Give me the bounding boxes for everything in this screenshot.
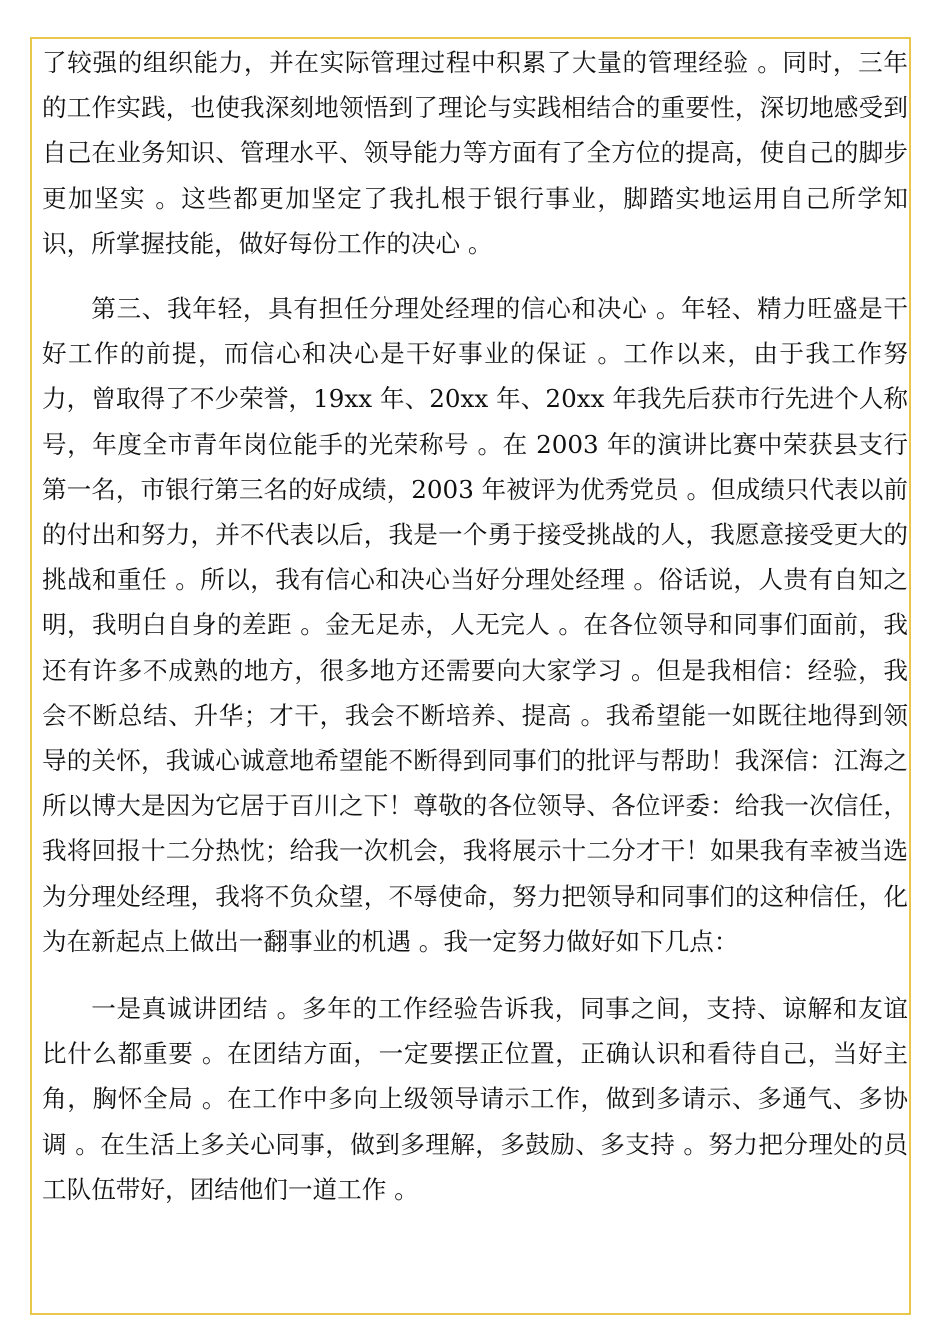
paragraph-third-point: 第三、我年轻，具有担任分理处经理的信心和决心 。年轻、精力旺盛是干好工作的前提，而信心和决心是干好事业的保证 。工作以来，由于我工作努力，曾取得了不少荣誉，19xx 年、20xx 年、20xx 年我先后获市行先进个人称号，年度全市青年岗位能手的光荣称号 。在 2003 年的演讲比赛中荣获县支行第一名，市银行第三名的好成绩，2003 年被评为优秀党员 。但成绩只代表以前的付出和努力，并不代表以后，我是一个勇于接受挑战的人，我愿意接受更大的挑战和重任 。所以，我有信心和决心当好分理处经理 。俗话说，人贵有自知之明，我明白自身的差距 。金无足赤，人无完人 。在各位领导和同事们面前，我还有许多不成熟的地方，很多地方还需要向大家学习 。但是我相信：经验，我会不断总结、升华；才干，我会不断培养、提高 。我希望能一如既往地得到领导的关怀，我诚心诚意地希望能不断得到同事们的批评与帮助！我深信：江海之所以博大是因为它居于百川之下！尊敬的各位领导、各位评委：给我一次信任，我将回报十二分热忱；给我一次机会，我将展示十二分才干！如果我有幸被当选为分理处经理，我将不负众望，不辱使命，努力把领导和同事们的这种信任，化为在新起点上做出一翻事业的机遇 。我一定努力做好如下几点： bbox=[42, 294, 908, 956]
paragraph-unity: 一是真诚讲团结 。多年的工作经验告诉我，同事之间，支持、谅解和友谊比什么都重要 。在团结方面，一定要摆正位置，正确认识和看待自己，当好主角，胸怀全局 。在工作中多向上级领导请示工作，做到多请示、多通气、多协调 。在生活上多关心同事，做到多理解，多鼓励、多支持 。努力把分理处的员工队伍带好，团结他们一道工作 。 bbox=[42, 994, 908, 1204]
paragraph-continuation: 了较强的组织能力，并在实际管理过程中积累了大量的管理经验 。同时，三年的工作实践，也使我深刻地领悟到了理论与实践相结合的重要性，深切地感受到自己在业务知识、管理水平、领导能力等方面有了全方位的提高，使自己的脚步更加坚实 。这些都更加坚定了我扎根于银行事业，脚踏实地运用自己所学知识，所掌握技能，做好每份工作的决心 。 bbox=[42, 48, 908, 258]
document-body bbox=[42, 40, 908, 1212]
